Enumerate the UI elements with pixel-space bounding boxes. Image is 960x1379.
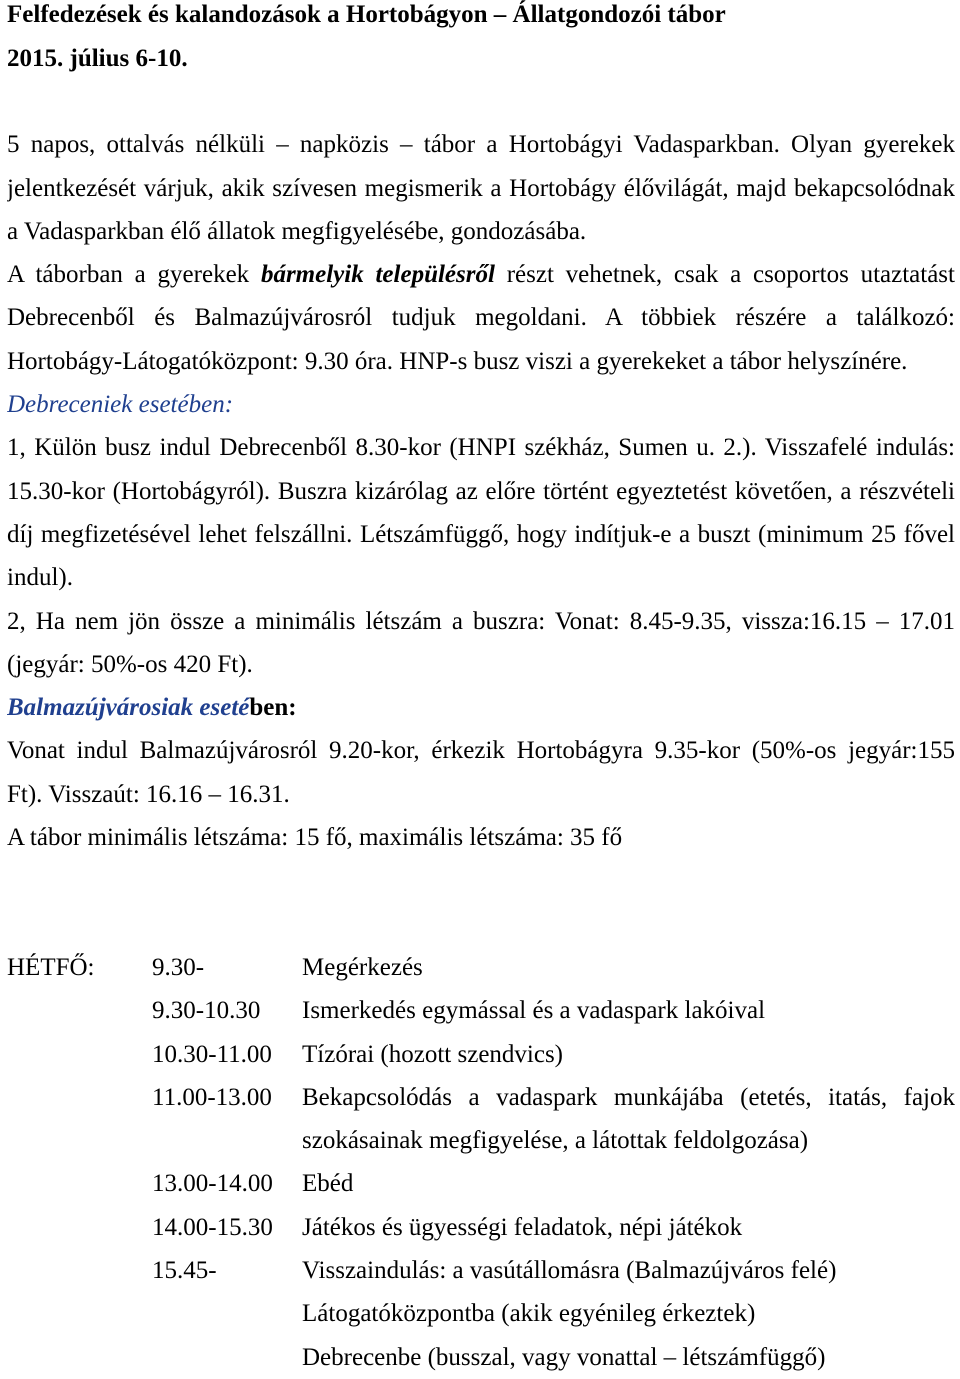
schedule-time-cell bbox=[152, 1033, 302, 1076]
debrecen-option2-line: 2, Ha nem jön össze a minimális létszám a buszra: Vonat: 8.45-9.35, vissza:16.15 – 17.01 bbox=[7, 607, 955, 635]
schedule-activity: Játékos és ügyességi feladatok, népi játékok bbox=[302, 1213, 743, 1241]
debrecen-option1-line: indul). bbox=[7, 564, 73, 592]
debrecen-option1-line: 1, Külön busz indul Debrecenből 8.30-kor (HNPI székház, Sumen u. 2.). Visszafelé indulás: bbox=[7, 434, 955, 462]
schedule-row bbox=[7, 1249, 955, 1379]
document-title: Felfedezések és kalandozások a Hortobágyon – Állatgondozói tábor bbox=[7, 1, 726, 29]
schedule-time-cell bbox=[152, 1249, 302, 1292]
schedule-time: 11.00-13.00 bbox=[152, 1083, 272, 1111]
travel-line bbox=[7, 253, 955, 296]
debrecen-option1-line: 15.30-kor (Hortobágyról). Buszra kizárólag az előre történt egyeztetést követően, a részvételi bbox=[7, 477, 955, 505]
schedule-row bbox=[7, 1162, 955, 1205]
balmazujvaros-line: Vonat indul Balmazújvárosról 9.20-kor, érkezik Hortobágyra 9.35-kor (50%-os jegyár:155 bbox=[7, 737, 955, 765]
intro-line: jelentkezését várjuk, akik szívesen megismerik a Hortobágy élővilágát, majd bekapcsolódnak bbox=[7, 174, 955, 202]
blank-line bbox=[7, 80, 955, 123]
schedule-activity-cell bbox=[302, 1033, 955, 1076]
schedule-time-cell bbox=[152, 1076, 302, 1119]
debrecen-heading bbox=[7, 383, 955, 426]
intro-line: 5 napos, ottalvás nélküli – napközis – tábor a Hortobágyi Vadasparkban. Olyan gyerekek bbox=[7, 131, 955, 159]
travel-line: Debrecenből és Balmazújvárosról tudjuk megoldani. A többiek részére a találkozó: bbox=[7, 304, 955, 332]
schedule-row bbox=[7, 1076, 955, 1163]
schedule-activity: Látogatóközpontba (akik egyénileg érkeztek) bbox=[302, 1300, 756, 1328]
intro-line: a Vadasparkban élő állatok megfigyelésébe, gondozásába. bbox=[7, 217, 587, 245]
blank-line bbox=[7, 859, 955, 902]
travel-line: Hortobágy-Látogatóközpont: 9.30 óra. HNP-s busz viszi a gyerekeket a tábor helyszínére. bbox=[7, 347, 908, 375]
schedule-time: 14.00-15.30 bbox=[152, 1213, 273, 1241]
schedule-activity: Ebéd bbox=[302, 1170, 354, 1198]
schedule-time: 9.30-10.30 bbox=[152, 997, 261, 1025]
debrecen-option1-line: díj megfizetésével lehet felszállni. Létszámfüggő, hogy indítjuk-e a buszt (minimum 25 fővel bbox=[7, 520, 955, 548]
balmazujvaros-heading-rest: ben: bbox=[249, 694, 297, 722]
schedule-activity: Megérkezés bbox=[302, 953, 423, 981]
schedule-table bbox=[7, 946, 955, 1379]
balmazujvaros-heading bbox=[7, 686, 955, 729]
travel-emphasis: bármelyik településről bbox=[260, 261, 495, 289]
blank-line bbox=[7, 903, 955, 946]
schedule-time: 15.45- bbox=[152, 1257, 217, 1285]
schedule-day-cell bbox=[7, 946, 152, 989]
document-date: 2015. július 6-10. bbox=[7, 44, 188, 72]
debrecen-option2-line: (jegyár: 50%-os 420 Ft). bbox=[7, 650, 253, 678]
balmazujvaros-line: Ft). Visszaút: 16.16 – 16.31. bbox=[7, 780, 290, 808]
schedule-activity-cell bbox=[302, 1076, 955, 1163]
schedule-row bbox=[7, 1033, 955, 1076]
schedule-activity: Bekapcsolódás a vadaspark munkájába (etetés, itatás, fajok bbox=[302, 1083, 955, 1111]
schedule-day-label: HÉTFŐ: bbox=[7, 953, 95, 981]
schedule-activity-cell bbox=[302, 1162, 955, 1205]
capacity-note: A tábor minimális létszáma: 15 fő, maximális létszáma: 35 fő bbox=[7, 824, 623, 852]
debrecen-heading-text: Debreceniek esetében: bbox=[7, 391, 234, 419]
schedule-activity-cell bbox=[302, 989, 955, 1032]
schedule-time: 13.00-14.00 bbox=[152, 1170, 273, 1198]
schedule-activity: szokásainak megfigyelése, a látottak feldolgozása) bbox=[302, 1127, 809, 1155]
schedule-row bbox=[7, 946, 955, 989]
schedule-time-cell bbox=[152, 1162, 302, 1205]
schedule-activity-cell bbox=[302, 946, 955, 989]
schedule-row bbox=[7, 989, 955, 1032]
schedule-time-cell bbox=[152, 1206, 302, 1249]
schedule-time-cell bbox=[152, 989, 302, 1032]
travel-text: részt vehetnek, csak a csoportos utaztatást bbox=[494, 261, 955, 289]
schedule-activity: Ismerkedés egymással és a vadaspark lakóival bbox=[302, 997, 766, 1025]
schedule-activity-cell bbox=[302, 1206, 955, 1249]
travel-text: A táborban a gyerekek bbox=[7, 261, 261, 289]
schedule-activity: Debrecenbe (busszal, vagy vonattal – létszámfüggő) bbox=[302, 1343, 826, 1371]
schedule-activity: Tízórai (hozott szendvics) bbox=[302, 1040, 564, 1068]
schedule-activity: Visszaindulás: a vasútállomásra (Balmazújváros felé) bbox=[302, 1257, 837, 1285]
schedule-row bbox=[7, 1206, 955, 1249]
schedule-time-cell bbox=[152, 946, 302, 989]
schedule-time: 9.30- bbox=[152, 953, 205, 981]
balmazujvaros-heading-highlight: Balmazújvárosiak eseté bbox=[7, 694, 250, 722]
document-page bbox=[7, 0, 955, 1379]
schedule-time: 10.30-11.00 bbox=[152, 1040, 272, 1068]
schedule-activity-cell bbox=[302, 1249, 955, 1379]
